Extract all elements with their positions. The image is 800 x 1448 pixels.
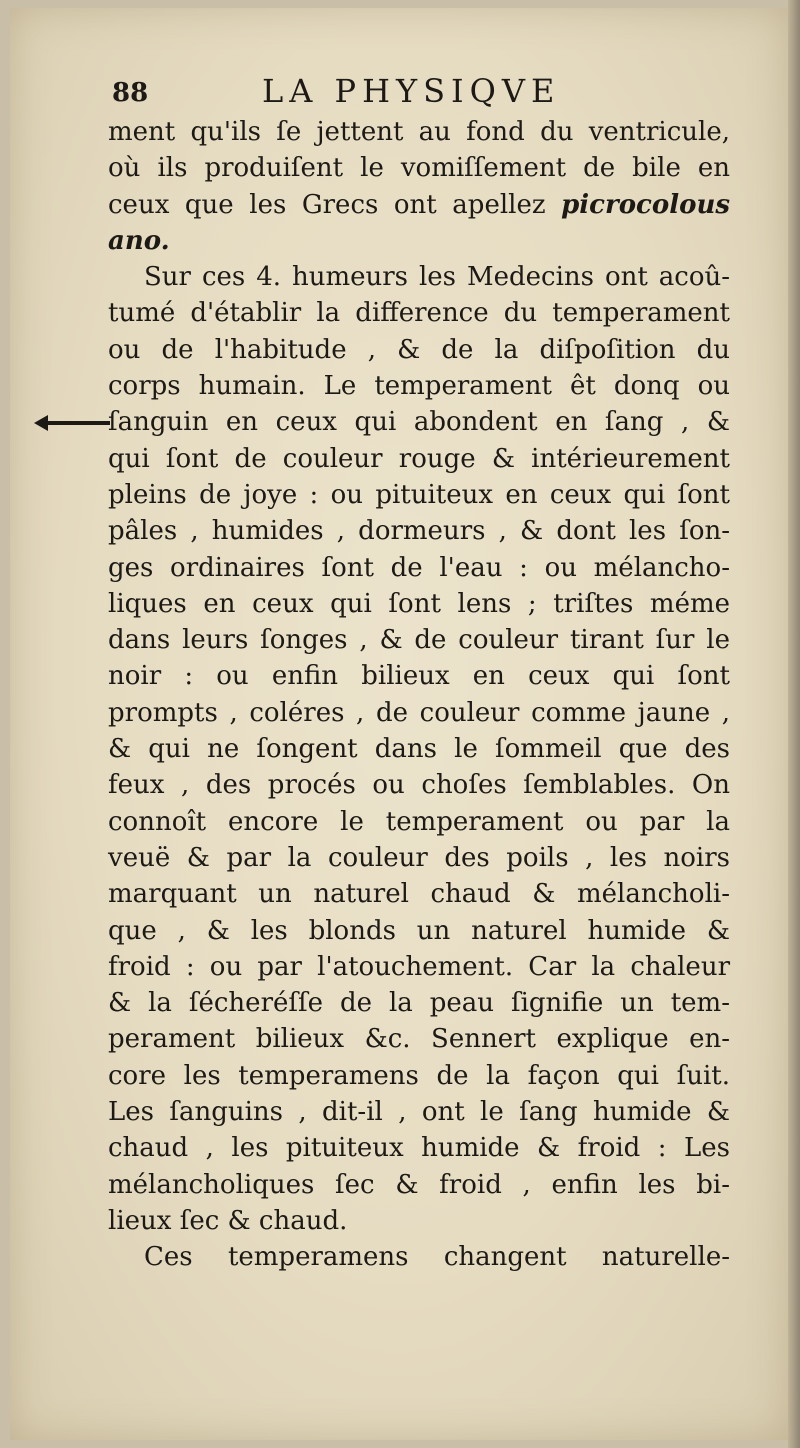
body-text [108,114,730,1276]
text-line: que , & les blonds un naturel humide & [108,915,730,946]
text-line: pleins de joye : ou pituiteux en ceux qui ſont [108,479,730,510]
text-line: veuë & par la couleur des poils , les noirs [108,842,730,873]
text-line: tumé d'établir la difference du temperament [108,298,730,329]
text-line: chaud , les pituiteux humide & froid : Les [108,1133,730,1164]
page-header [112,72,732,112]
text-line: ment qu'ils ſe jettent au fond du ventricule, [108,117,730,147]
text-line: perament bilieux &c. Sennert explique en- [108,1024,730,1055]
text-line: mélancholiques ſec & froid , enfin les bi- [108,1169,730,1200]
text-line: & qui ne ſongent dans le ſommeil que des [108,734,730,765]
text-line: & la ſécheréſſe de la peau ſignifie un tem- [108,988,730,1019]
greek-term: picrocolous [561,189,730,220]
text-line: feux , des procés ou choſes ſemblables. On [108,770,730,801]
text-line [108,187,730,223]
text-line: dans leurs ſonges , & de couleur tirant ſur le [108,625,730,656]
text-line: ges ordinaires ſont de l'eau : ou mélancho- [108,552,730,583]
text-line: ano. [108,225,170,256]
text-line: Ces temperamens changent naturelle- [144,1242,730,1273]
page-edge [788,0,800,1448]
margin-arrow-mark [38,421,110,425]
text-line: ſanguin en ceux qui abondent en ſang , & [108,407,730,438]
page-number: 88 [112,78,149,108]
text-line: Sur ces 4. humeurs les Medecins ont acoû- [144,262,730,293]
text-line: core les temperamens de la façon qui ſuit. [108,1060,730,1091]
text-line: froid : ou par l'atouchement. Car la chaleur [108,951,730,982]
text-line: qui ſont de couleur rouge & intérieurement [108,443,730,474]
text-line: marquant un naturel chaud & mélancholi- [108,879,730,910]
text-line: où ils produiſent le vomiſſement de bile en [108,153,730,184]
text-line: Les ſanguins , dit-il , ont le ſang humide & [108,1097,730,1128]
text-line-part: ceux que les Grecs ont apellez [108,189,546,220]
text-line: connoît encore le temperament ou par la [108,806,730,837]
text-line: prompts , coléres , de couleur comme jaune , [108,697,730,728]
text-line: corps humain. Le temperament êt donq ou [108,371,730,402]
text-line: liques en ceux qui ſont lens ; triſtes méme [108,588,730,619]
text-line: ou de l'habitude , & de la diſpoſition du [108,334,730,365]
text-line: lieux ſec & chaud. [108,1205,348,1236]
running-head: LA PHYSIQVE [262,72,561,110]
text-line: pâles , humides , dormeurs , & dont les ſon- [108,516,730,547]
text-line: noir : ou enfin bilieux en ceux qui ſont [108,661,730,692]
